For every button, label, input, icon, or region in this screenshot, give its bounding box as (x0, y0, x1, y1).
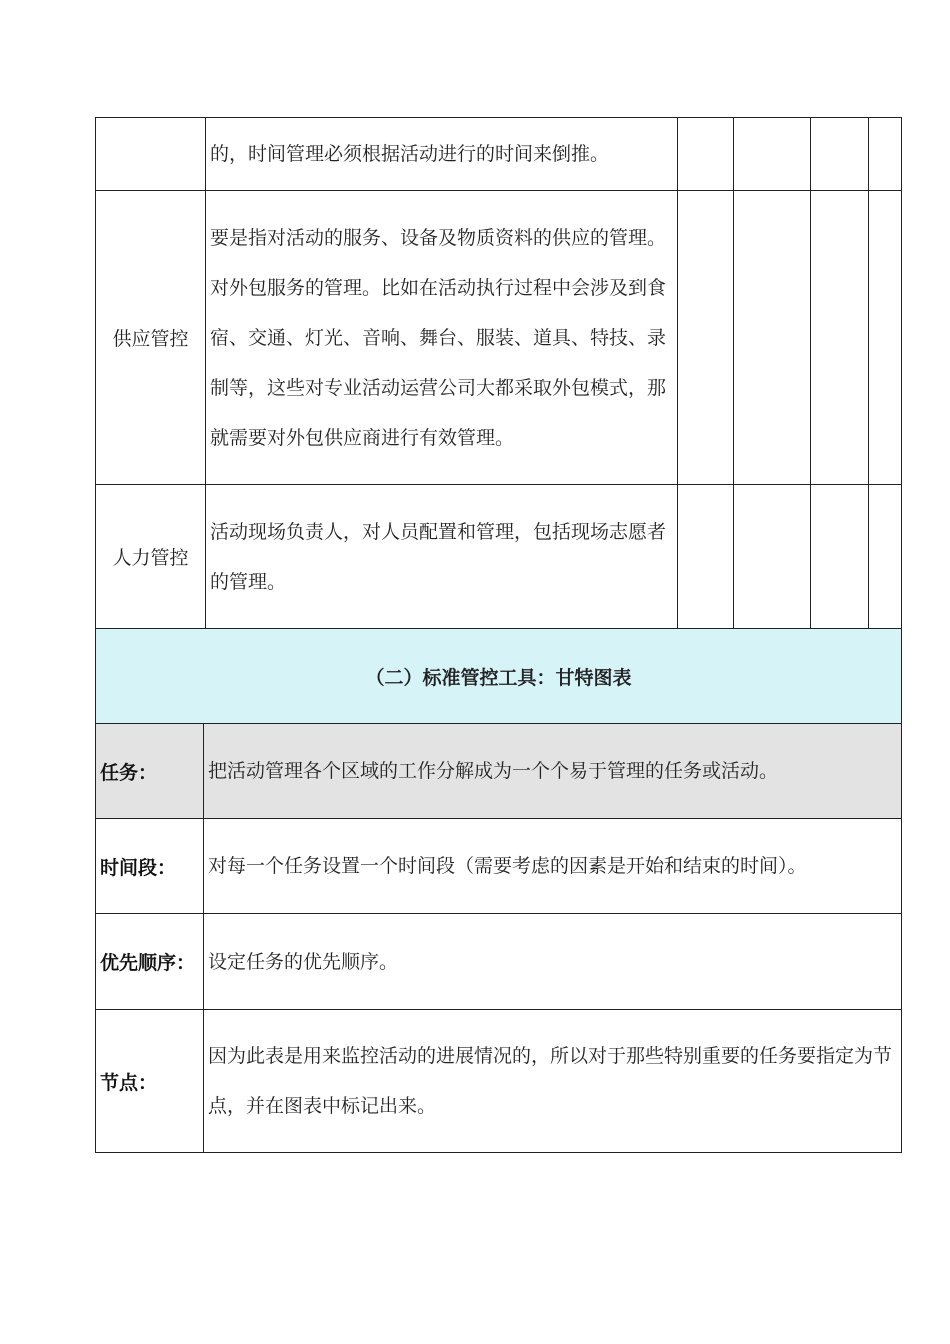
empty-cell (734, 191, 811, 485)
term-label: 节点： (96, 1010, 204, 1153)
table-row (96, 485, 902, 629)
control-description: 活动现场负责人，对人员配置和管理，包括现场志愿者的管理。 (206, 485, 678, 629)
empty-cell (678, 485, 734, 629)
control-description: 要是指对活动的服务、设备及物质资料的供应的管理。对外包服务的管理。比如在活动执行过程中会涉及到食宿、交通、灯光、音响、舞台、服装、道具、特技、录制等，这些对专业活动运营公司大都采取外包模式，那就需要对外包供应商进行有效管理。 (206, 191, 678, 485)
empty-cell (869, 118, 902, 191)
empty-cell (678, 191, 734, 485)
table-row (96, 118, 902, 191)
empty-cell (734, 118, 811, 191)
document-table (95, 117, 902, 1153)
empty-cell (678, 118, 734, 191)
control-description: 的，时间管理必须根据活动进行的时间来倒推。 (206, 118, 678, 191)
section-title: （二）标准管控工具：甘特图表 (96, 629, 902, 724)
term-description: 因为此表是用来监控活动的进展情况的，所以对于那些特别重要的任务要指定为节点，并在图表中标记出来。 (204, 1010, 902, 1153)
term-label: 优先顺序： (96, 914, 204, 1010)
empty-cell (734, 485, 811, 629)
empty-cell (811, 118, 869, 191)
section-header-row (96, 629, 902, 724)
control-label: 供应管控 (96, 191, 206, 485)
term-description: 设定任务的优先顺序。 (204, 914, 902, 1010)
table-row (96, 191, 902, 485)
table-row (96, 724, 902, 819)
term-description: 对每一个任务设置一个时间段（需要考虑的因素是开始和结束的时间）。 (204, 819, 902, 914)
control-label (96, 118, 206, 191)
control-label: 人力管控 (96, 485, 206, 629)
empty-cell (869, 485, 902, 629)
table-row (96, 819, 902, 914)
empty-cell (811, 485, 869, 629)
term-label: 任务： (96, 724, 204, 819)
term-description: 把活动管理各个区域的工作分解成为一个个易于管理的任务或活动。 (204, 724, 902, 819)
table-row (96, 914, 902, 1010)
empty-cell (869, 191, 902, 485)
empty-cell (811, 191, 869, 485)
table-row (96, 1010, 902, 1153)
term-label: 时间段： (96, 819, 204, 914)
